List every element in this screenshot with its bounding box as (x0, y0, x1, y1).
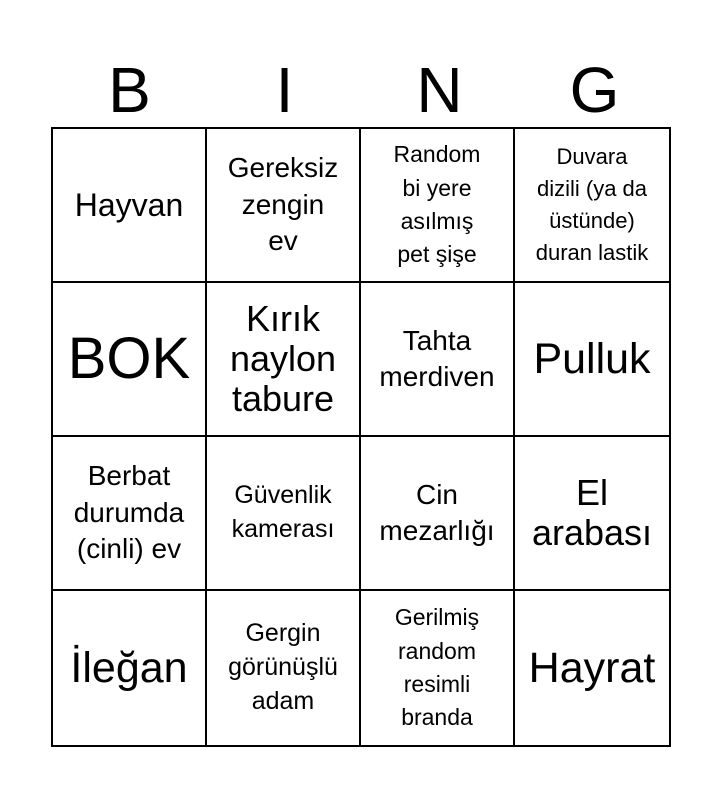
header-letter-g: G (569, 54, 620, 126)
bingo-cell-r4c4[interactable] (515, 591, 669, 745)
header-letter-n: N (416, 54, 463, 126)
bingo-cell-r4c1[interactable] (53, 591, 207, 745)
bingo-cell-r4c3[interactable] (361, 591, 515, 745)
bingo-board (51, 127, 671, 747)
header-letter-b: B (108, 54, 151, 126)
bingo-cell-r2c3[interactable] (361, 283, 515, 437)
cell-text: Berbat durumda (cinli) ev (73, 460, 185, 565)
cell-text: Gerilmiş random resimli branda (394, 604, 480, 731)
cell-text: BOK (67, 326, 191, 392)
bingo-cell-r1c1[interactable] (53, 129, 207, 283)
bingo-cell-r2c4[interactable] (515, 283, 669, 437)
bingo-cell-r2c2[interactable] (207, 283, 361, 437)
bingo-cell-r3c3[interactable] (361, 437, 515, 591)
cell-text: Random bi yere asılmış pet şişe (393, 141, 481, 268)
bingo-header (52, 52, 672, 128)
bingo-cell-r4c2[interactable] (207, 591, 361, 745)
cell-text: Gergin görünüşlü adam (228, 619, 338, 715)
bingo-cell-r3c1[interactable] (53, 437, 207, 591)
cell-text: Gereksiz zengin ev (227, 152, 339, 257)
cell-text: Hayrat (528, 643, 656, 692)
bingo-cell-r1c2[interactable] (207, 129, 361, 283)
cell-text: Hayvan (74, 186, 184, 223)
bingo-cell-r3c2[interactable] (207, 437, 361, 591)
cell-text: Tahta merdiven (379, 324, 495, 392)
cell-text: Pulluk (533, 334, 651, 383)
bingo-cell-r1c3[interactable] (361, 129, 515, 283)
cell-text: El arabası (531, 471, 653, 553)
cell-text: İleğan (70, 643, 188, 692)
header-letter-i: I (275, 54, 294, 126)
bingo-cell-r3c4[interactable] (515, 437, 669, 591)
bingo-cell-r1c4[interactable] (515, 129, 669, 283)
cell-text: Kırık naylon tabure (229, 297, 337, 420)
cell-text: Cin mezarlığı (379, 478, 495, 546)
cell-text: Duvara dizili (ya da üstünde) duran lastik (535, 144, 649, 265)
bingo-cell-r2c1[interactable] (53, 283, 207, 437)
cell-text: Güvenlik kamerası (231, 481, 335, 543)
